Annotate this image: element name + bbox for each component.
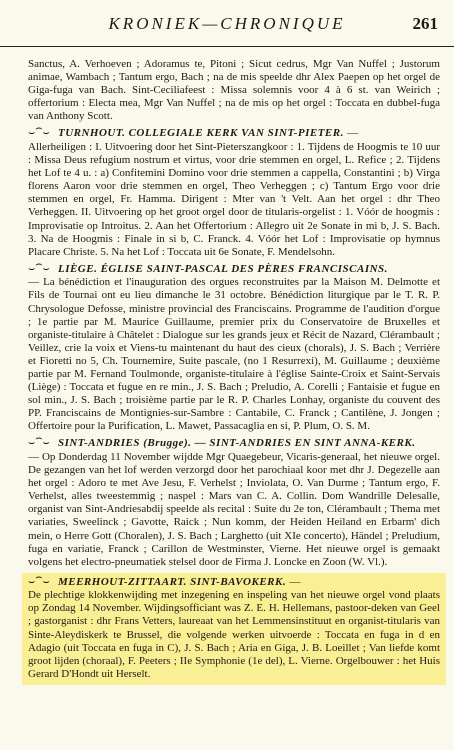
ornament-icon: ⌣⁀⌣ (28, 575, 50, 588)
section-text: De plechtige klokkenwijding met inzegening en inspeling van het nieuwe orgel vond plaats op Zondag 14 November. Wijdingsofficiant was Z. E. H. Hellemans, pastoor-deken van Geel ; gastorganist : dhr Frans Vetters, laureaat van het Lemmensinstituut en organist-titularis van Sinte-Aleydiskerk te Brussel, die volgende werken uitvoerde : Toccata en fuga in d en Adagio (uit Toccata en fuga in C), J. S. Bach ; Aria en Giga, J. B. Loeillet ; Van liefde komt groot lijden (choraal), F. Peeters ; IIe Symphonie (1e del), L. Vierne. Orgelbouwer : het Huis Gerard D'Hondt uit Herselt. (28, 589, 440, 680)
section-heading (28, 127, 440, 141)
section-sint-andries (28, 437, 440, 568)
page-header (0, 0, 454, 47)
ornament-icon: ⌣⁀⌣ (28, 262, 50, 275)
running-title: KRONIEK—CHRONIQUE (108, 14, 346, 33)
section-heading (28, 263, 440, 277)
ornament-icon: ⌣⁀⌣ (28, 127, 50, 140)
section-heading (28, 437, 440, 451)
ornament-icon: ⌣⁀⌣ (28, 437, 50, 450)
article-body (28, 58, 440, 685)
continuation-paragraph: Sanctus, A. Verhoeven ; Adoramus te, Pitoni ; Sicut cedrus, Mgr Van Nuffel ; Justorum animae, Wambach ; Tantum ergo, Bach ; na de mis speelde dhr Alex Paepen op het orgel de Giga-fuga van Bach. Sint-Ceciliafeest : Missa solemnis voor 4 à 6 st. van Weirich ; offertorium : Electa mea, Mgr Van Nuffel ; na de mis op het orgel : Toccata en dubbel-fuga van Anthony Scott. (28, 58, 440, 123)
section-text: — Op Donderdag 11 November wijdde Mgr Quaegebeur, Vicaris-generaal, het nieuwe orgel. De gezangen van het lof werden verzorgd door het parochiaal koor met dhr J. Degezelle aan het orgel : Adoro te met Ave Jesu, F. Verhelst ; Inviolata, O. Van Durme ; Tantum ergo, F. Verhelst, alles tweestemmig ; naspel : Mars van C. A. Collin. Dom Wandrille Delesalle, organist van Sint-Andriesabdij speelde als recital : Suite du 2e ton, Clérambault ; Thema met variaties, Sweelinck ; Gavotte, Raick ; Nun komm, der Heiden Heiland en Erbarm' dich mein, o Herre Gott (Choralen), J. S. Bach ; Larghetto (uit XIe concerto), Händel ; Preludium, fuga en variatie, Franck ; Carillon de Westminster, Vierne. Het nieuwe orgel is gemaakt volgens het electro-pneumatiek stelsel door de Firma J. Loncke en Zoon (W. Vl.). (28, 450, 440, 568)
section-turnhout (28, 127, 440, 258)
section-meerhout-highlighted (22, 573, 446, 685)
section-title: LIÈGE. ÉGLISE SAINT-PASCAL DES PÈRES FRANCISCAINS. (57, 262, 388, 275)
section-liege (28, 263, 440, 434)
section-text: Allerheiligen : I. Uitvoering door het Sint-Pieterszangkoor : 1. Tijdens de Hoogmis te 10 uur : Missa Deus refugium nostrum et virtus, voor drie stemmen en orgel, L. Refice ; 2. Tijdens het Lof te 4 u. : a) Confitemini Domino voor drie stemmen a cappella, Constantini ; b) Virga florens Aaron voor drie stemmen en orgel, Theo Verheggen ; c) Tantum Ergo voor drie stemmen en orgel, Fr. Hamma. Dirigent : Mter van 't Velt. Aan het orgel : dhr Theo Verheggen. II. Uitvoering op het groot orgel door de titularis-orgelist : 1. Vóór de hoogmis : Improvisatie op Introitus. 2. Aan het Offertorium : Allegro uit 2e Sonate in mi b, J. S. Bach. 3. Na de Hoogmis : Finale in si b, C. Franck. 4. Vóór het Lof : Improvisatie op hymnus Placare Christe. 5. Na het Lof : Toccata uit 6e Sonate, F. Mendelsohn. (28, 140, 440, 258)
section-title: MEERHOUT-ZITTAART. SINT-BAVOKERK. (57, 575, 287, 588)
section-heading (28, 576, 440, 590)
section-dash: — (289, 575, 301, 588)
section-text: — La bénédiction et l'inauguration des orgues reconstruites par la Maison M. Delmotte et Fils de Tournai ont eu lieu dimanche le 31 octobre. Bénédiction liturgique par le T. R. P. Chrysologue Defosse, ministre provincial des Franciscains. Programme de l'audition d'orgue ; 1e partie par M. Maurice Guillaume, premier prix du Conservatoire de Bruxelles et organiste-titulaire à Châtelet : Dialogue sur les grands jeux et Récit de Nazard, Clérambault ; Veillez, crie la voix et Viens-tu maintenant du haut des cieux (chorals), J. S. Bach ; Verrière et Fioretti no 5, Ch. Tournemire, Suite pascale, (no 1 Resurrexi), M. Guillaume ; deuxième partie par M. Fernand Toulmonde, organiste-titulaire à l'église Sainte-Croix et Saint-Servais (Liège) : Toccata et fugue en re min., J. S. Bach ; Preludio, A. Corelli ; Fantaisie et fugue en sol min., J. S. Bach ; troisième partie par le R. P. Charles Lonhay, organiste du couvent des PP. Franciscains de Montignies-sur-Sambre : Cantabile, C. Franck ; Cantilène, J. Jongen ; Offertoire pour la Purification, L. Mawet, Passacaglia en si, P. Plum, O. S. M. (28, 276, 440, 433)
section-title: TURNHOUT. COLLEGIALE KERK VAN SINT-PIETER. (57, 127, 344, 140)
section-title: SINT-ANDRIES (Brugge). — SINT-ANDRIES EN SINT ANNA-KERK. (57, 437, 416, 450)
section-dash: — (347, 127, 359, 140)
page-number: 261 (412, 14, 438, 33)
